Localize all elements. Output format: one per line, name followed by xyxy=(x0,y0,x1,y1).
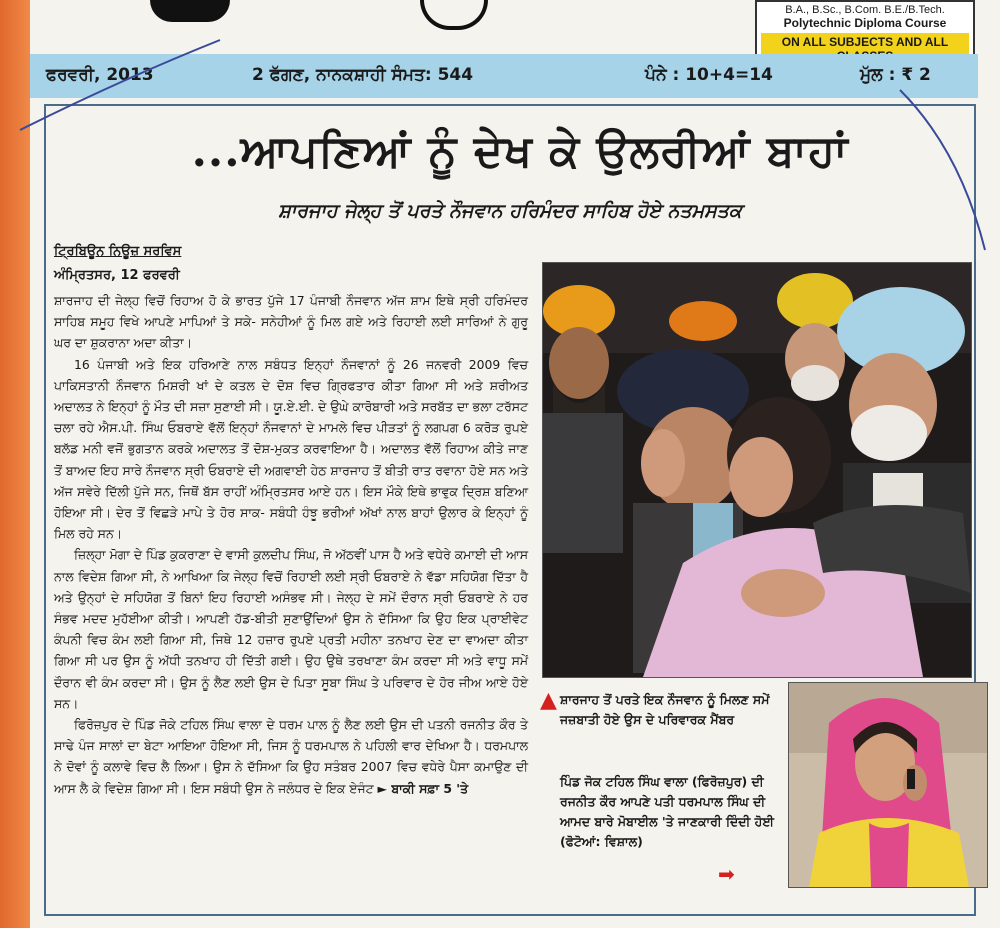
paragraph-1: ਸ਼ਾਰਜਾਹ ਦੀ ਜੇਲ੍ਹ ਵਿਚੋਂ ਰਿਹਾਅ ਹੋ ਕੇ ਭਾਰਤ ਪੁੱਜੇ 17 ਪੰਜਾਬੀ ਨੌਜਵਾਨ ਅੱਜ ਸ਼ਾਮ ਇਥੇ ਸ੍ਰੀ ਹਰਿਮੰਦਰ ਸਾਹਿਬ ਸਮੂਹ ਵਿਖੇ ਆਪਣੇ ਮਾਪਿਆਂ ਤੇ ਸਕੇ- ਸਨੇਹੀਆਂ ਨੂੰ ਮਿਲ ਗਏ ਅਤੇ ਰਿਹਾਈ ਲਈ ਸਾਰਿਆਂ ਨੇ ਗੁਰੂ ਘਰ ਦਾ ਸ਼ੁਕਰਾਨਾ ਅਦਾ ਕੀਤਾ। xyxy=(54,293,528,351)
paragraph-2: 16 ਪੰਜਾਬੀ ਅਤੇ ਇਕ ਹਰਿਆਣੇ ਨਾਲ ਸਬੰਧਤ ਇਨ੍ਹਾਂ ਨੌਜਵਾਨਾਂ ਨੂੰ 26 ਜਨਵਰੀ 2009 ਵਿਚ ਪਾਕਿਸਤਾਨੀ ਨੌਜਵਾਨ ਮਿਸ਼ਰੀ ਖਾਂ ਦੇ ਕਤਲ ਦੇ ਦੋਸ਼ ਵਿਚ ਗ੍ਰਿਫਤਾਰ ਕੀਤਾ ਗਿਆ ਸੀ ਅਤੇ ਸ਼ਰੀਅਤ ਅਦਾਲਤ ਨੇ ਇਨ੍ਹਾਂ ਨੂੰ ਮੌਤ ਦੀ ਸਜ਼ਾ ਸੁਣਾਈ ਸੀ। ਯੂ.ਏ.ਈ. ਦੇ ਉਘੇ ਕਾਰੋਬਾਰੀ ਅਤੇ ਸਰਬੱਤ ਦਾ ਭਲਾ ਟਰੱਸਟ ਚਲਾ ਰਹੇ ਐਸ.ਪੀ. ਸਿੰਘ ਓਬਰਾਏ ਵੱਲੋਂ ਇਨ੍ਹਾਂ ਨੌਜਵਾਨਾਂ ਦੇ ਮਾਮਲੇ ਵਿਚ ਪੀੜਤਾਂ ਨੂੰ ਲਗਪਗ 6 ਕਰੋੜ ਰੁਪਏ ਬਲੱਡ ਮਨੀ ਵਜੋਂ ਭੁਗਤਾਨ ਕਰਕੇ ਅਦਾਲਤ ਤੋਂ ਦੋਸ਼-ਮੁਕਤ ਕਰਵਾਇਆ ਹੈ। ਅਦਾਲਤ ਵੱਲੋਂ ਰਿਹਾਅ ਕੀਤੇ ਜਾਣ ਤੋਂ ਬਾਅਦ ਇਹ ਸਾਰੇ ਨੌਜਵਾਨ ਸ੍ਰੀ ਓਬਰਾਏ ਦੀ ਅਗਵਾਈ ਹੇਠ ਸ਼ਾਰਜਾਹ ਤੋਂ ਬੀਤੀ ਰਾਤ ਰਵਾਨਾ ਹੋਏ ਸਨ ਅਤੇ ਅੱਜ ਸਵੇਰੇ ਦਿੱਲੀ ਪੁੱਜੇ ਸਨ, ਜਿਥੋਂ ਬੱਸ ਰਾਹੀਂ ਅੰਮ੍ਰਿਤਸਰ ਆਏ ਹਨ। ਇਸ ਮੌਕੇ ਇਥੇ ਭਾਵੁਕ ਦ੍ਰਿਸ਼ ਬਣਿਆ ਹੋਇਆ ਸੀ। ਦੇਰ ਤੋਂ ਵਿਛੜੇ ਮਾਪੇ ਤੇ ਹੋਰ ਸਾਕ- ਸਬੰਧੀ ਹੰਝੂ ਭਰੀਆਂ ਅੱਖਾਂ ਨਾਲ ਬਾਹਾਂ ਉਲਾਰ ਕੇ ਇਨ੍ਹਾਂ ਨੂੰ ਮਿਲ ਰਹੇ ਸਨ। xyxy=(54,356,528,542)
advertisement-box xyxy=(755,0,975,62)
arrow-up-icon: ▲ xyxy=(540,688,557,713)
continued-note: ► ਬਾਕੀ ਸਫ਼ਾ 5 'ਤੇ xyxy=(377,780,469,796)
adjacent-page-edge xyxy=(0,0,30,928)
article-headline: ...ਆਪਣਿਆਂ ਨੂੰ ਦੇਖ ਕੇ ਉਲਰੀਆਂ ਬਾਹਾਂ xyxy=(191,126,849,177)
date-band xyxy=(30,54,978,98)
article-body xyxy=(54,290,528,799)
photo2-caption xyxy=(560,772,784,852)
photo-family-reunion-art xyxy=(543,263,971,677)
photo-credit: (ਫੋਟੋਆਂ: ਵਿਸ਼ਾਲ) xyxy=(560,834,643,849)
photo-woman-on-phone xyxy=(788,682,988,888)
photo1-caption: ਸ਼ਾਰਜਾਹ ਤੋਂ ਪਰਤੇ ਇਕ ਨੌਜਵਾਨ ਨੂੰ ਮਿਲਣ ਸਮੇਂ ਜਜ਼ਬਾਤੀ ਹੋਏ ਉਸ ਦੇ ਪਰਿਵਾਰਕ ਮੈਂਬਰ xyxy=(560,692,770,727)
paragraph-4 xyxy=(54,714,528,799)
photo-family-reunion xyxy=(542,262,972,678)
nanakshahi-date: 2 ਫੱਗਣ, ਨਾਨਕਸ਼ਾਹੀ ਸੰਮਤ: 544 xyxy=(252,65,474,85)
masthead-logo-fragment xyxy=(150,0,230,22)
dateline: ਅੰਮ੍ਰਿਤਸਰ, 12 ਫਰਵਰੀ xyxy=(54,268,180,283)
article-subheadline: ਸ਼ਾਰਜਾਹ ਜੇਲ੍ਹ ਤੋਂ ਪਰਤੇ ਨੌਜਵਾਨ ਹਰਿਮੰਦਰ ਸਾਹਿਬ ਹੋਏ ਨਤਮਸਤਕ xyxy=(278,200,742,222)
photo2-caption-text: ਪਿੰਡ ਜੋਕ ਟਹਿਲ ਸਿੰਘ ਵਾਲਾ (ਫਿਰੋਜ਼ਪੁਰ) ਦੀ ਰਜਨੀਤ ਕੌਰ ਆਪਣੇ ਪਤੀ ਧਰਮਪਾਲ ਸਿੰਘ ਦੀ ਆਮਦ ਬਾਰੇ ਮੋਬਾਈਲ 'ਤੇ ਜਾਣਕਾਰੀ ਦਿੰਦੀ ਹੋਈ xyxy=(560,774,774,829)
paragraph-4-text: ਫਿਰੋਜ਼ਪੁਰ ਦੇ ਪਿੰਡ ਜੋਕੇ ਟਹਿਲ ਸਿੰਘ ਵਾਲਾ ਦੇ ਧਰਮ ਪਾਲ ਨੂੰ ਲੈਣ ਲਈ ਉਸ ਦੀ ਪਤਨੀ ਰਜਨੀਤ ਕੌਰ ਤੇ ਸਾਢੇ ਪੰਜ ਸਾਲਾਂ ਦਾ ਬੇਟਾ ਆਇਆ ਹੋਇਆ ਸੀ, ਜਿਸ ਨੂੰ ਧਰਮਪਾਲ ਨੇ ਪਹਿਲੀ ਵਾਰ ਦੇਖਿਆ ਹੈ। ਧਰਮਪਾਲ ਨੇ ਦੋਵਾਂ ਨੂੰ ਕਲਾਵੇ ਵਿਚ ਲੈ ਲਿਆ। ਉਸ ਨੇ ਦੱਸਿਆ ਕਿ ਉਹ ਸਤੰਬਰ 2007 ਵਿਚ ਵਧੇਰੇ ਪੈਸਾ ਕਮਾਉਣ ਦੀ ਆਸ ਲੈ ਕੇ ਵਿਦੇਸ਼ ਗਿਆ ਸੀ। ਇਸ ਸਬੰਧੀ ਉਸ ਨੇ ਜਲੰਧਰ ਦੇ ਇਕ ਏਜੰਟ xyxy=(54,717,528,796)
page-count: ਪੰਨੇ : 10+4=14 xyxy=(645,65,773,85)
issue-date: ਫਰਵਰੀ, 2013 xyxy=(46,65,154,85)
ad-line-2: Polytechnic Diploma Course xyxy=(783,16,947,30)
paragraph-3: ਜ਼ਿਲ੍ਹਾ ਮੋਗਾ ਦੇ ਪਿੰਡ ਕੁਕਰਾਣਾ ਦੇ ਵਾਸੀ ਕੁਲਦੀਪ ਸਿੰਘ, ਜੋ ਅੱਠਵੀਂ ਪਾਸ ਹੈ ਅਤੇ ਵਧੇਰੇ ਕਮਾਈ ਦੀ ਆਸ ਨਾਲ ਵਿਦੇਸ਼ ਗਿਆ ਸੀ, ਨੇ ਆਖਿਆ ਕਿ ਜੇਲ੍ਹ ਵਿਚੋਂ ਰਿਹਾਈ ਲਈ ਸ੍ਰੀ ਓਬਰਾਏ ਨੇ ਵੱਡਾ ਸਹਿਯੋਗ ਦਿੱਤਾ ਹੈ ਅਤੇ ਉਨ੍ਹਾਂ ਦੇ ਸਹਿਯੋਗ ਤੋਂ ਬਿਨਾਂ ਇਹ ਰਿਹਾਈ ਅਸੰਭਵ ਸੀ। ਜੇਲ੍ਹ ਦੇ ਸਮੇਂ ਦੌਰਾਨ ਸ੍ਰੀ ਓਬਰਾਏ ਨੇ ਹਰ ਸੰਭਵ ਮਦਦ ਮੁਹੱਈਆ ਕੀਤੀ। ਆਪਣੀ ਹੱਡ-ਬੀਤੀ ਸੁਣਾਉਂਦਿਆਂ ਉਸ ਨੇ ਦੱਸਿਆ ਕਿ ਉਹ ਇਕ ਪ੍ਰਾਈਵੇਟ ਕੰਪਨੀ ਵਿਚ ਕੰਮ ਲਈ ਗਿਆ ਸੀ, ਜਿਥੇ 12 ਹਜ਼ਾਰ ਰੁਪਏ ਪ੍ਰਤੀ ਮਹੀਨਾ ਤਨਖਾਹ ਦੇਣ ਦਾ ਵਾਅਦਾ ਕੀਤਾ ਗਿਆ ਸੀ ਪਰ ਉਸ ਨੂੰ ਅੱਧੀ ਤਨਖਾਹ ਹੀ ਦਿੱਤੀ ਗਈ। ਉਹ ਉਥੇ ਤਰਖਾਣਾ ਕੰਮ ਕਰਦਾ ਸੀ ਅਤੇ ਵਾਧੂ ਸਮੇਂ ਦੌਰਾਨ ਵੀ ਕੰਮ ਕਰਦਾ ਸੀ। ਉਸ ਨੂੰ ਲੈਣ ਲਈ ਉਸ ਦੇ ਪਿਤਾ ਸੂਬਾ ਸਿੰਘ ਤੇ ਪਰਿਵਾਰ ਦੇ ਹੋਰ ਜੀਅ ਆਏ ਹੋਏ ਸਨ। xyxy=(54,547,528,711)
price: ਮੁੱਲ : ₹ 2 xyxy=(860,65,931,85)
ad-line-1: B.A., B.Sc., B.Com. B.E./B.Tech. xyxy=(785,4,945,16)
byline: ਟ੍ਰਿਬਿਊਨ ਨਿਊਜ਼ ਸਰਵਿਸ xyxy=(54,244,182,259)
ad-line-3: ON ALL SUBJECTS AND ALL xyxy=(761,33,969,65)
arrow-right-icon: ➡ xyxy=(718,862,735,886)
photo-woman-on-phone-art xyxy=(789,683,987,887)
